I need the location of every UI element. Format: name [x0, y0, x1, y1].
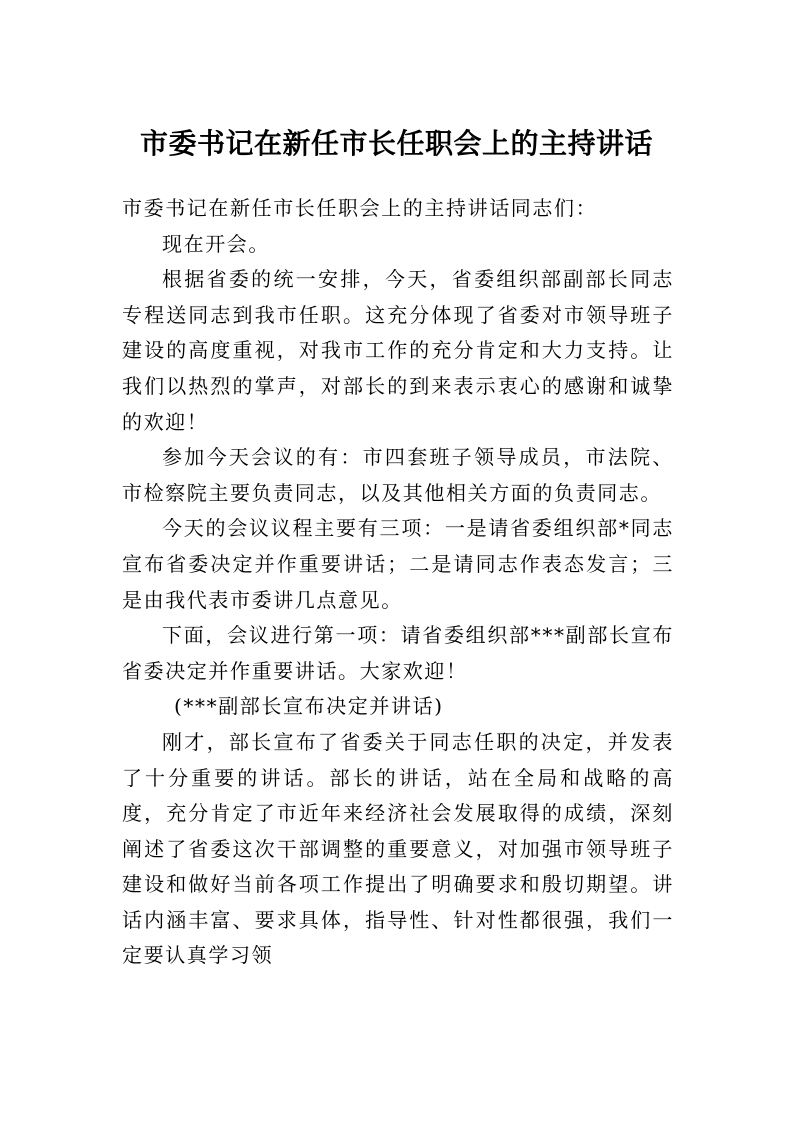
paragraph: 参加今天会议的有：市四套班子领导成员，市法院、市检察院主要负责同志，以及其他相关方面的负责同志。: [122, 445, 674, 505]
document-body: [122, 191, 674, 974]
paragraph-opening: 市委书记在新任市长任职会上的主持讲话同志们：: [122, 196, 598, 220]
paragraph: 今天的会议议程主要有三项：一是请省委组织部*同志宣布省委决定并作重要讲话；二是请同志作表态发言；三是由我代表市委讲几点意见。: [122, 516, 674, 612]
paragraph: 刚才，部长宣布了省委关于同志任职的决定，并发表了十分重要的讲话。部长的讲话，站在全局和战略的高度，充分肯定了市近年来经济社会发展取得的成绩，深刻阐述了省委这次干部调整的重要意义，对加强市领导班子建设和做好当前各项工作提出了明确要求和殷切期望。讲话内涵丰富、要求具体，指导性、针对性都很强，我们一定要认真学习领: [122, 729, 674, 968]
paragraph-note: (***副部长宣布决定并讲话): [174, 694, 444, 719]
paragraph: 下面，会议进行第一项：请省委组织部***副部长宣布省委决定并作重要讲话。大家欢迎！: [122, 623, 674, 683]
paragraph: 根据省委的统一安排，今天，省委组织部副部长同志专程送同志到我市任职。这充分体现了省委对市领导班子建设的高度重视，对我市工作的充分肯定和大力支持。让我们以热烈的掌声，对部长的到来表示衷心的感谢和诚挚的欢迎！: [122, 267, 674, 434]
document-title: 市委书记在新任市长任职会上的主持讲话: [139, 127, 653, 160]
paragraph: 现在开会。: [162, 231, 270, 256]
